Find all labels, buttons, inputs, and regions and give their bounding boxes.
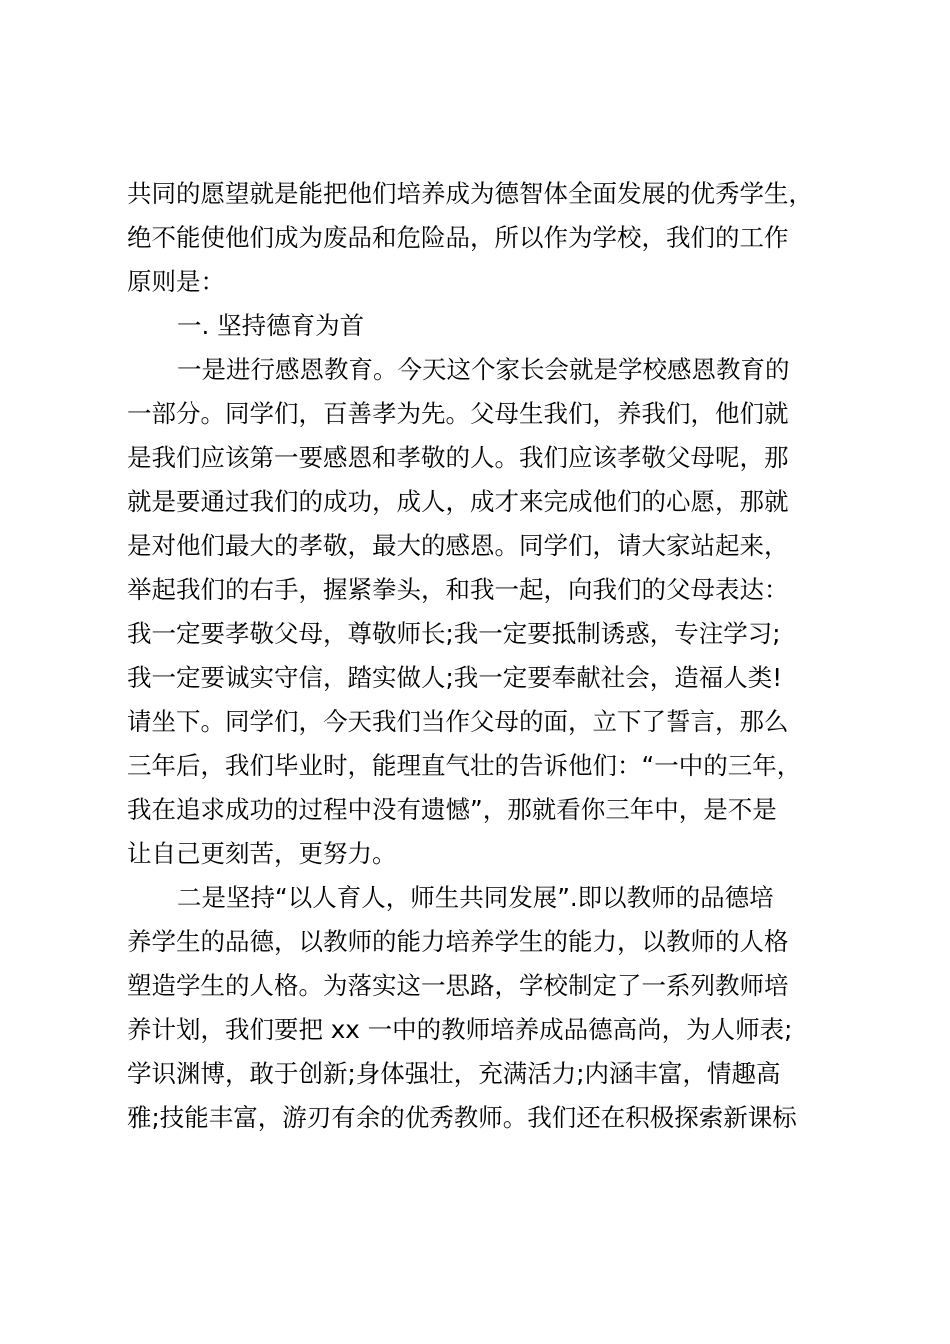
text-line: 就是要通过我们的成功，成人，成才来完成他们的心愿，那就 xyxy=(127,487,789,516)
text-line: 举起我们的右手，握紧拳头，和我一起，向我们的父母表达： xyxy=(127,575,789,604)
text-line: 原则是： xyxy=(127,267,225,296)
text-line: 共同的愿望就是能把他们培养成为德智体全面发展的优秀学生， xyxy=(127,179,813,208)
text-line: 养计划，我们要把 xx 一中的教师培养成品德高尚，为人师表; xyxy=(127,1015,793,1044)
text-line: 我一定要孝敬父母，尊敬师长;我一定要抵制诱惑，专注学习; xyxy=(127,619,781,648)
text-line: 二是坚持“以人育人，师生共同发展”.即以教师的品德培 xyxy=(177,883,774,912)
text-line: 请坐下。同学们，今天我们当作父母的面，立下了誓言，那么 xyxy=(127,707,789,736)
text-line: 我在追求成功的过程中没有遗憾”，那就看你三年中，是不是 xyxy=(127,795,777,824)
text-line: 学识渊博，敢于创新;身体强壮，充满活力;内涵丰富，情趣高 xyxy=(127,1059,781,1088)
text-line: 让自己更刻苦，更努力。 xyxy=(127,839,397,868)
text-line: 是对他们最大的孝敬，最大的感恩。同学们，请大家站起来， xyxy=(127,531,789,560)
text-line: 绝不能使他们成为废品和危险品，所以作为学校，我们的工作 xyxy=(127,223,789,252)
text-line: 雅;技能丰富，游刃有余的优秀教师。我们还在积极探索新课标 xyxy=(127,1103,797,1132)
text-line: 养学生的品德，以教师的能力培养学生的能力，以教师的人格 xyxy=(127,927,789,956)
text-line: 一部分。同学们，百善孝为先。父母生我们，养我们，他们就 xyxy=(127,399,789,428)
text-line: 塑造学生的人格。为落实这一思路，学校制定了一系列教师培 xyxy=(127,971,789,1000)
text-line: 一. 坚持德育为首 xyxy=(177,311,365,340)
text-line: 三年后，我们毕业时，能理直气壮的告诉他们：“一中的三年， xyxy=(127,751,802,780)
document-body xyxy=(127,172,857,1140)
text-line: 是我们应该第一要感恩和孝敬的人。我们应该孝敬父母呢，那 xyxy=(127,443,789,472)
text-line: 我一定要诚实守信，踏实做人;我一定要奉献社会，造福人类! xyxy=(127,663,783,692)
text-line: 一是进行感恩教育。今天这个家长会就是学校感恩教育的 xyxy=(177,355,790,384)
